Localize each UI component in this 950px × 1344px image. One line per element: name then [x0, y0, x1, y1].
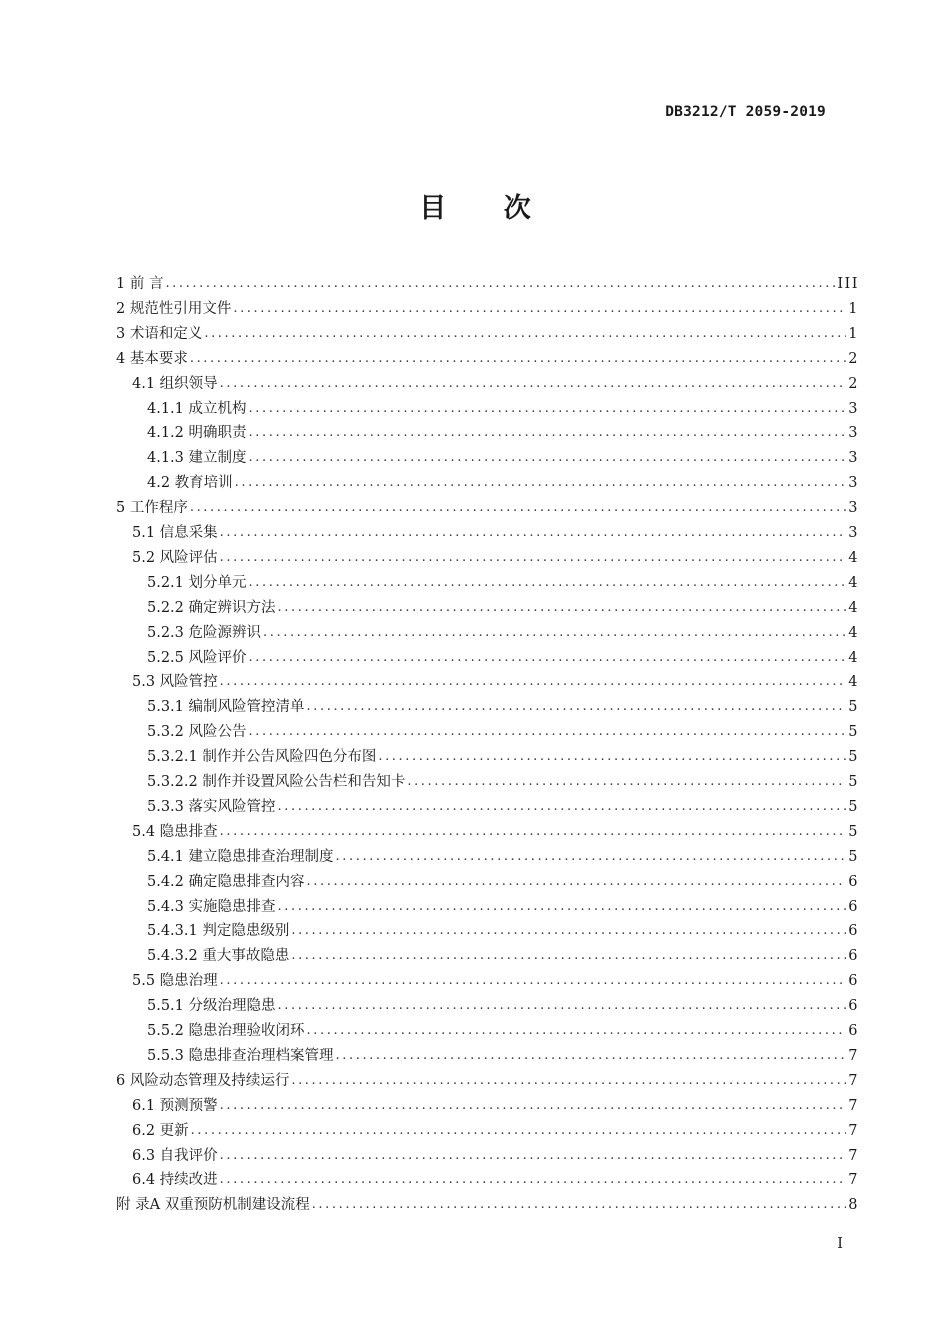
toc-entry-page: 6 [848, 948, 859, 965]
toc-entry-label: 5.4.2 确定隐患排查内容 [147, 873, 305, 890]
toc-entry-page: 1 [848, 325, 859, 342]
toc-entry-page: 7 [848, 1047, 859, 1064]
toc-entry-page: 5 [848, 774, 859, 790]
toc-entry-label: 4.1 组织领导 [132, 375, 218, 392]
toc-entry[interactable] [132, 666, 859, 691]
toc-dot-leader [191, 1122, 847, 1140]
toc-entry-label: 5.2.3 危险源辨识 [147, 624, 262, 641]
toc-entry[interactable] [147, 642, 859, 667]
toc-dot-leader [336, 848, 847, 866]
toc-entry-page: 4 [848, 599, 859, 616]
toc-entry[interactable] [132, 542, 859, 567]
toc-entry-label: 5.5.2 隐患治理验收闭环 [147, 1023, 305, 1039]
toc-entry[interactable] [116, 492, 859, 517]
document-code: DB3212/T 2059-2019 [665, 104, 826, 120]
toc-entry-page: 4 [848, 649, 859, 666]
toc-entry[interactable] [147, 716, 859, 741]
toc-dot-leader [220, 823, 847, 841]
toc-entry-page: 6 [848, 873, 859, 890]
toc-entry-page: 4 [848, 574, 859, 591]
toc-entry-page: 7 [848, 1072, 859, 1089]
toc-entry-label: 5.3.2.1 制作并公告风险四色分布图 [147, 749, 377, 766]
toc-entry[interactable] [132, 1090, 859, 1115]
toc-entry-page: 3 [848, 425, 859, 442]
toc-dot-leader [291, 1072, 846, 1090]
toc-entry[interactable] [132, 1164, 859, 1189]
toc-dot-leader [307, 1022, 847, 1040]
toc-entry-page: 1 [848, 300, 859, 317]
toc-entry-page: 7 [848, 1097, 859, 1114]
toc-entry-page: III [837, 276, 859, 292]
toc-dot-leader [233, 300, 846, 318]
toc-dot-leader [220, 1147, 847, 1165]
toc-entry-label: 1 前 言 [116, 276, 164, 292]
toc-entry-label: 5.3 风险管控 [132, 674, 218, 691]
toc-entry[interactable] [147, 617, 859, 642]
toc-dot-leader [307, 698, 847, 716]
toc-dot-leader [278, 599, 847, 617]
toc-entry[interactable] [147, 791, 859, 816]
toc-entry-page: 6 [848, 898, 859, 915]
toc-entry[interactable] [132, 368, 859, 393]
toc-dot-leader [263, 624, 846, 642]
toc-entry[interactable] [147, 592, 859, 617]
toc-entry[interactable] [116, 268, 859, 293]
toc-entry-page: 6 [848, 1023, 859, 1039]
toc-entry[interactable] [147, 940, 859, 965]
toc-entry[interactable] [132, 965, 859, 990]
toc-entry-page: 6 [848, 973, 859, 990]
toc-entry-label: 5 工作程序 [116, 500, 188, 517]
toc-entry[interactable] [132, 1140, 859, 1165]
toc-entry-label: 5.1 信息采集 [132, 525, 218, 541]
toc-entry[interactable] [147, 841, 859, 866]
toc-entry-label: 5.5.3 隐患排查治理档案管理 [147, 1047, 334, 1064]
toc-entry[interactable] [132, 816, 859, 841]
toc-entry-label: 6.4 持续改进 [132, 1172, 218, 1189]
toc-entry[interactable] [147, 766, 859, 791]
toc-dot-leader [336, 1047, 847, 1065]
toc-dot-leader [190, 499, 846, 517]
toc-dot-leader [190, 350, 846, 368]
toc-entry-label: 6.2 更新 [132, 1122, 189, 1139]
toc-entry[interactable] [147, 442, 859, 467]
toc-dot-leader [249, 400, 847, 418]
toc-entry-page: 4 [848, 549, 859, 566]
toc-dot-leader [249, 424, 847, 442]
toc-dot-leader [378, 748, 846, 766]
toc-dot-leader [249, 574, 847, 592]
toc-entry[interactable] [116, 1065, 859, 1090]
toc-entry-label: 4 基本要求 [116, 350, 188, 367]
toc-entry-page: 3 [848, 500, 859, 517]
toc-entry[interactable] [147, 567, 859, 592]
toc-entry-page: 3 [848, 475, 859, 492]
toc-dot-leader [220, 375, 847, 393]
toc-entry-label: 5.4.3.1 判定隐患级别 [147, 923, 290, 940]
toc-dot-leader [249, 449, 847, 467]
toc-entry-page: 7 [848, 1147, 859, 1164]
toc-dot-leader [291, 947, 846, 965]
toc-entry[interactable] [147, 1040, 859, 1065]
toc-dot-leader [165, 275, 835, 293]
toc-dot-leader [291, 922, 846, 940]
toc-dot-leader [307, 873, 847, 891]
toc-entry-page: 5 [848, 699, 859, 716]
toc-entry-label: 6.3 自我评价 [132, 1147, 218, 1164]
toc-dot-leader [204, 325, 846, 343]
toc-entry[interactable] [147, 691, 859, 716]
toc-entry[interactable] [147, 393, 859, 418]
toc-entry[interactable] [147, 915, 859, 940]
toc-entry-page: 6 [848, 998, 859, 1015]
toc-entry-page: 5 [848, 798, 859, 815]
toc-entry[interactable] [116, 343, 859, 368]
toc-entry-label: 5.2.5 风险评价 [147, 649, 247, 666]
toc-entry-page: 4 [848, 624, 859, 641]
toc-entry-page: 4 [848, 674, 859, 691]
toc-entry-label: 5.3.1 编制风险管控清单 [147, 699, 305, 716]
toc-dot-leader [278, 898, 847, 916]
toc-entry-label: 4.1.2 明确职责 [147, 425, 247, 442]
toc-entry[interactable] [147, 891, 859, 916]
toc-entry-page: 8 [848, 1197, 859, 1214]
toc-entry[interactable] [147, 866, 859, 891]
toc-entry-label: 5.5.1 分级治理隐患 [147, 998, 276, 1015]
toc-entry[interactable] [116, 1189, 859, 1214]
toc-entry-page: 5 [848, 823, 859, 840]
toc-dot-leader [278, 798, 847, 816]
toc-dot-leader [220, 524, 847, 542]
toc-entry-label: 5.5 隐患治理 [132, 973, 218, 990]
toc-entry-label: 附 录A 双重预防机制建设流程 [116, 1197, 310, 1214]
toc-entry-label: 5.4.1 建立隐患排查治理制度 [147, 848, 334, 865]
toc-dot-leader [220, 549, 847, 567]
toc-entry-label: 4.1.1 成立机构 [147, 400, 247, 417]
toc-entry[interactable] [116, 293, 859, 318]
toc-entry-label: 5.4.3 实施隐患排查 [147, 898, 276, 915]
toc-entry-label: 5.4.3.2 重大事故隐患 [147, 948, 290, 965]
toc-entry-page: 2 [848, 350, 859, 367]
toc-dot-leader [220, 972, 847, 990]
toc-entry-label: 4.2 教育培训 [147, 475, 233, 492]
toc-entry[interactable] [147, 990, 859, 1015]
toc-entry-label: 5.2 风险评估 [132, 549, 218, 566]
toc-dot-leader [235, 474, 847, 492]
toc-entry[interactable] [147, 741, 859, 766]
toc-dot-leader [220, 673, 847, 691]
toc-entry-page: 5 [848, 749, 859, 766]
toc-entry-page: 7 [848, 1122, 859, 1139]
toc-entry-page: 7 [848, 1172, 859, 1189]
toc-entry[interactable] [132, 517, 859, 542]
toc-entry-label: 5.2.2 确定辨识方法 [147, 599, 276, 616]
toc-dot-leader [278, 997, 847, 1015]
toc-entry[interactable] [147, 467, 859, 492]
toc-dot-leader [312, 1196, 847, 1214]
toc-entry-label: 5.2.1 划分单元 [147, 574, 247, 591]
toc-entry-label: 5.3.2 风险公告 [147, 724, 247, 741]
toc-entry-label: 6 风险动态管理及持续运行 [116, 1072, 290, 1089]
toc-title: 目 次 [419, 193, 555, 224]
toc-entry-label: 6.1 预测预警 [132, 1097, 218, 1114]
toc-entry-page: 5 [848, 848, 859, 865]
toc-entry[interactable] [147, 1015, 859, 1040]
toc-entry-label: 5.4 隐患排查 [132, 823, 218, 840]
toc-dot-leader [220, 1097, 847, 1115]
page-number: I [837, 1236, 843, 1252]
toc-dot-leader [407, 773, 846, 791]
toc-entry[interactable] [116, 318, 859, 343]
toc-entry-page: 5 [848, 724, 859, 741]
toc-entry-label: 5.3.3 落实风险管控 [147, 798, 276, 815]
toc-entry-label: 3 术语和定义 [116, 325, 203, 342]
toc-entry-page: 3 [848, 525, 859, 541]
toc-entry[interactable] [147, 417, 859, 442]
toc-dot-leader [220, 1171, 847, 1189]
toc-entry-page: 2 [848, 375, 859, 392]
toc-entry-page: 3 [848, 400, 859, 417]
toc-entry[interactable] [132, 1115, 859, 1140]
toc-entry-label: 4.1.3 建立制度 [147, 450, 247, 467]
toc-dot-leader [249, 723, 847, 741]
toc-entry-label: 2 规范性引用文件 [116, 300, 232, 317]
toc-dot-leader [249, 649, 847, 667]
toc-entry-label: 5.3.2.2 制作并设置风险公告栏和告知卡 [147, 774, 406, 790]
toc-entry-page: 6 [848, 923, 859, 940]
toc-entry-page: 3 [848, 450, 859, 467]
